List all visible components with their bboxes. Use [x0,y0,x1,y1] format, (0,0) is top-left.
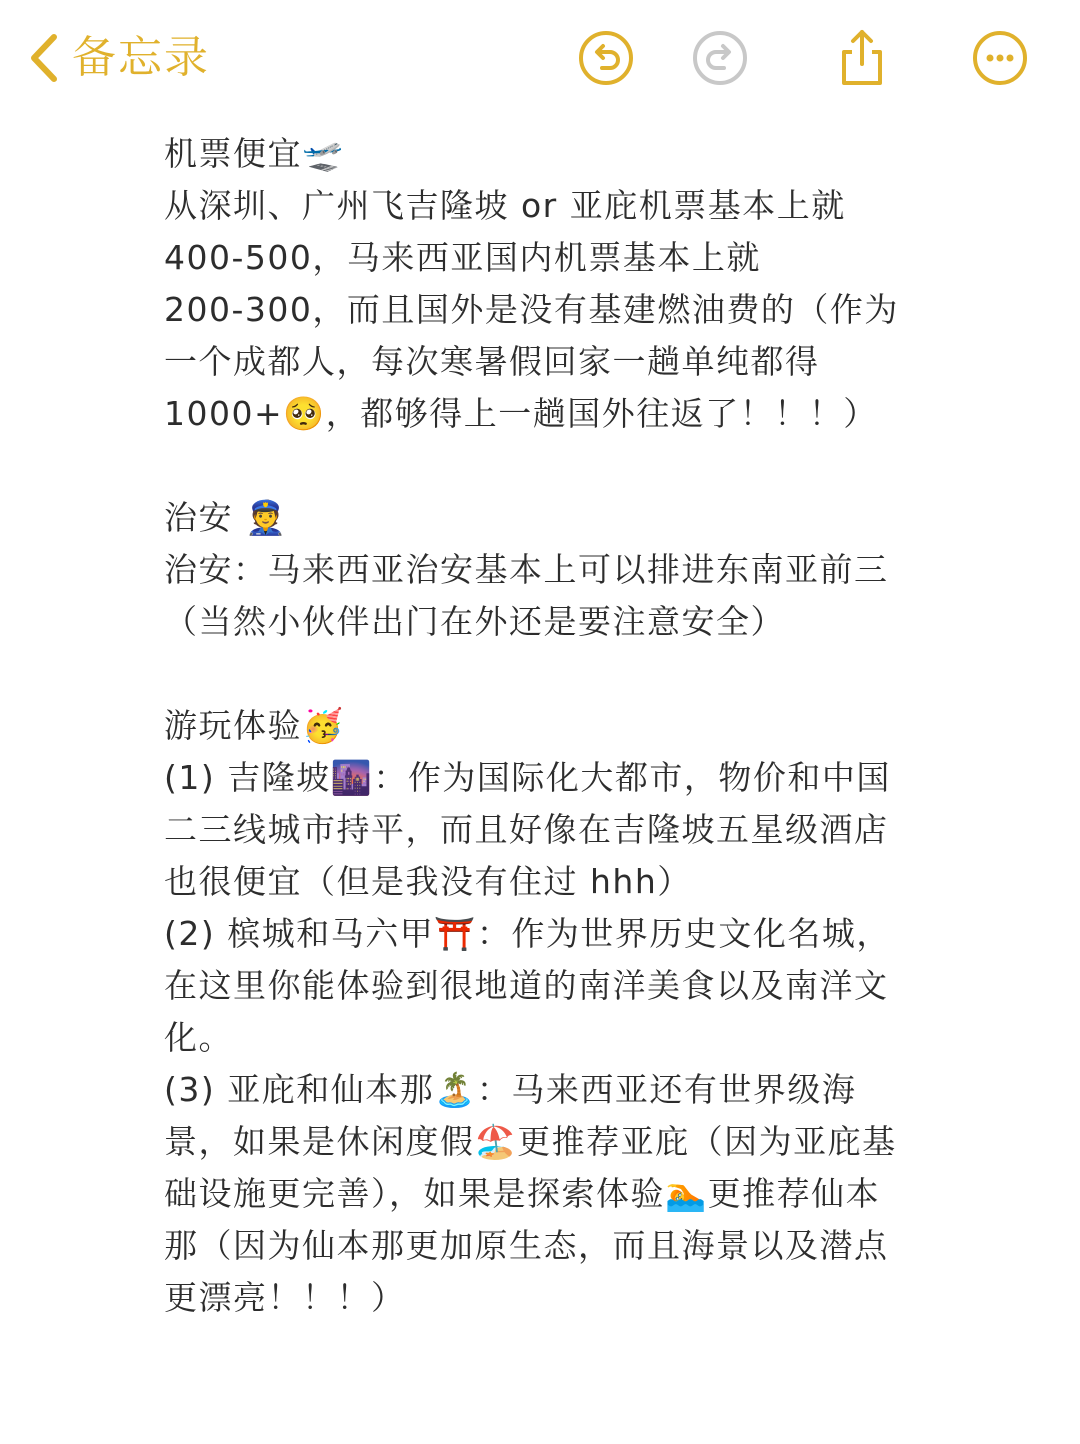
note-line: 更漂亮！！！） [164,1278,406,1317]
blank-line [164,440,924,492]
note-line: (2) 槟城和马六甲⛩️：作为世界历史文化名城， [164,914,891,953]
share-button[interactable] [832,28,892,88]
note-line: 400-500，马来西亚国内机票基本上就 [164,238,761,277]
note-line: (3) 亚庇和仙本那🏝️：马来西亚还有世界级海 [164,1070,857,1109]
note-line: 二三线城市持平，而且好像在吉隆坡五星级酒店 [164,810,889,849]
note-line: 200-300，而且国外是没有基建燃油费的（作为 [164,290,899,329]
section-title-security: 治安 👮 [164,498,288,537]
chevron-left-icon [26,33,60,83]
section-title-flights: 机票便宜🛫 [164,134,345,173]
redo-icon [690,28,750,88]
note-line: 治安：马来西亚治安基本上可以排进东南亚前三 [164,550,889,589]
note-line: 化。 [164,1018,233,1057]
more-button[interactable] [970,28,1030,88]
note-line: 那（因为仙本那更加原生态，而且海景以及潜点 [164,1226,889,1265]
note-line: 从深圳、广州飞吉隆坡 or 亚庇机票基本上就 [164,186,846,225]
note-line: 础设施更完善），如果是探索体验🏊更推荐仙本 [164,1174,881,1213]
note-line: 也很便宜（但是我没有住过 hhh） [164,862,692,901]
note-line: 景，如果是休闲度假🏖️更推荐亚庇（因为亚庇基 [164,1122,897,1161]
undo-icon [576,28,636,88]
note-line: 1000+🥺，都够得上一趟国外往返了！！！） [164,394,878,433]
undo-button[interactable] [576,28,636,88]
back-label: 备忘录 [72,32,210,83]
share-icon [832,28,892,88]
note-body[interactable] [164,128,924,1324]
redo-button[interactable] [690,28,750,88]
note-line: 一个成都人，每次寒暑假回家一趟单纯都得 [164,342,820,381]
blank-line [164,648,924,700]
navigation-bar [0,0,1080,120]
note-line: (1) 吉隆坡🌆：作为国际化大都市，物价和中国 [164,758,891,797]
note-line: 在这里你能体验到很地道的南洋美食以及南洋文 [164,966,889,1005]
section-title-experience: 游玩体验🥳 [164,706,345,745]
note-line: （当然小伙伴出门在外还是要注意安全） [164,602,785,641]
more-icon [970,28,1030,88]
back-button[interactable] [26,28,210,88]
